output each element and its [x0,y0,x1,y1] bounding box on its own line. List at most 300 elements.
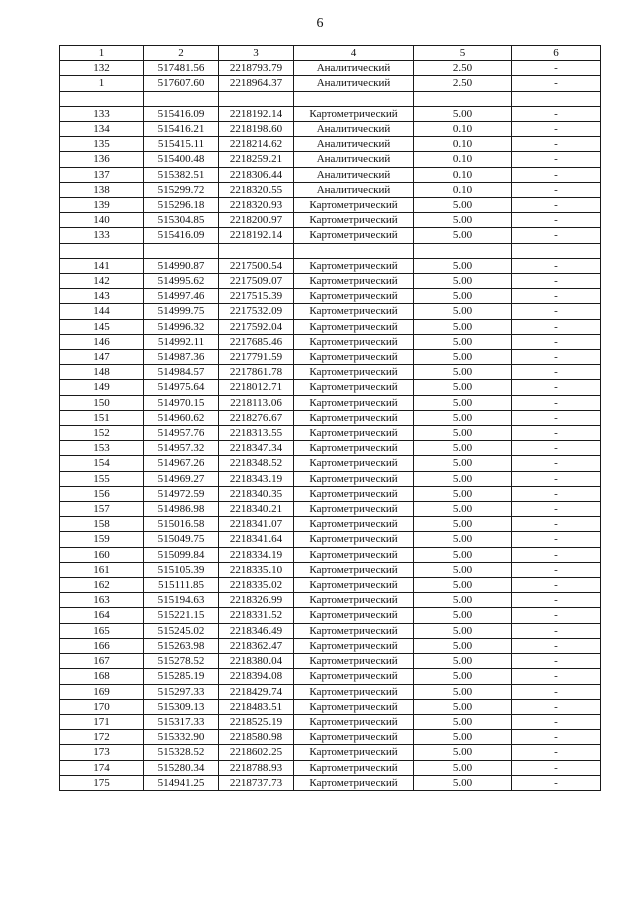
point-number-cell: 140 [60,213,144,228]
y-coordinate-cell: 2218525.19 [219,714,294,729]
method-cell: Картометрический [294,684,414,699]
accuracy-cell: 5.00 [414,532,512,547]
accuracy-cell: 5.00 [414,669,512,684]
method-cell: Картометрический [294,106,414,121]
table-row [60,426,601,441]
point-number-cell: 135 [60,137,144,152]
table-row [60,593,601,608]
separator-row [60,243,601,258]
y-coordinate-cell: 2218348.52 [219,456,294,471]
accuracy-cell: 5.00 [414,623,512,638]
note-cell: - [512,623,601,638]
x-coordinate-cell: 515297.33 [144,684,219,699]
x-coordinate-cell: 514967.26 [144,456,219,471]
method-cell: Картометрический [294,562,414,577]
method-cell: Картометрический [294,578,414,593]
y-coordinate-cell: 2218335.02 [219,578,294,593]
x-coordinate-cell [144,91,219,106]
accuracy-cell: 5.00 [414,350,512,365]
y-coordinate-cell: 2218394.08 [219,669,294,684]
accuracy-cell: 5.00 [414,365,512,380]
y-coordinate-cell: 2218483.51 [219,699,294,714]
point-number-cell: 159 [60,532,144,547]
method-cell: Картометрический [294,623,414,638]
y-coordinate-cell: 2218335.10 [219,562,294,577]
method-cell: Картометрический [294,730,414,745]
table-row [60,486,601,501]
method-cell: Картометрический [294,608,414,623]
accuracy-cell: 5.00 [414,304,512,319]
x-coordinate-cell: 515111.85 [144,578,219,593]
accuracy-cell: 5.00 [414,198,512,213]
y-coordinate-cell: 2218580.98 [219,730,294,745]
table-row [60,76,601,91]
accuracy-cell: 5.00 [414,395,512,410]
accuracy-cell: 5.00 [414,486,512,501]
accuracy-cell: 5.00 [414,426,512,441]
x-coordinate-cell: 514972.59 [144,486,219,501]
y-coordinate-cell: 2218326.99 [219,593,294,608]
accuracy-cell: 0.10 [414,152,512,167]
table-row [60,608,601,623]
method-cell: Картометрический [294,714,414,729]
method-cell: Аналитический [294,152,414,167]
table-row [60,760,601,775]
point-number-cell: 134 [60,122,144,137]
point-number-cell: 155 [60,471,144,486]
table-row [60,623,601,638]
y-coordinate-cell: 2218340.21 [219,502,294,517]
accuracy-cell: 5.00 [414,441,512,456]
accuracy-cell: 5.00 [414,608,512,623]
column-header: 1 [60,46,144,61]
point-number-cell: 142 [60,274,144,289]
x-coordinate-cell: 515221.15 [144,608,219,623]
note-cell: - [512,547,601,562]
separator-row [60,91,601,106]
table-row [60,152,601,167]
x-coordinate-cell: 515299.72 [144,182,219,197]
note-cell: - [512,395,601,410]
note-cell: - [512,486,601,501]
table-row [60,319,601,334]
point-number-cell: 145 [60,319,144,334]
x-coordinate-cell: 514996.32 [144,319,219,334]
table-row [60,289,601,304]
note-cell: - [512,760,601,775]
method-cell: Картометрический [294,547,414,562]
x-coordinate-cell: 517607.60 [144,76,219,91]
y-coordinate-cell: 2218346.49 [219,623,294,638]
page-number: 6 [316,16,324,31]
x-coordinate-cell: 515105.39 [144,562,219,577]
column-header: 4 [294,46,414,61]
x-coordinate-cell: 515194.63 [144,593,219,608]
point-number-cell: 147 [60,350,144,365]
table-row [60,61,601,76]
method-cell: Картометрический [294,471,414,486]
point-number-cell: 160 [60,547,144,562]
x-coordinate-cell: 515317.33 [144,714,219,729]
note-cell: - [512,593,601,608]
point-number-cell: 141 [60,258,144,273]
coordinates-table [59,45,601,791]
note-cell: - [512,289,601,304]
method-cell: Картометрический [294,319,414,334]
table-row [60,441,601,456]
accuracy-cell: 5.00 [414,593,512,608]
table-row [60,745,601,760]
note-cell: - [512,502,601,517]
point-number-cell: 1 [60,76,144,91]
point-number-cell: 152 [60,426,144,441]
method-cell: Картометрический [294,289,414,304]
method-cell: Картометрический [294,304,414,319]
note-cell: - [512,380,601,395]
point-number-cell: 163 [60,593,144,608]
note-cell: - [512,426,601,441]
accuracy-cell: 0.10 [414,182,512,197]
note-cell: - [512,198,601,213]
point-number-cell: 172 [60,730,144,745]
method-cell: Картометрический [294,441,414,456]
y-coordinate-cell: 2217685.46 [219,334,294,349]
point-number-cell: 164 [60,608,144,623]
x-coordinate-cell: 515332.90 [144,730,219,745]
note-cell: - [512,213,601,228]
x-coordinate-cell: 515309.13 [144,699,219,714]
point-number-cell: 171 [60,714,144,729]
note-cell: - [512,122,601,137]
method-cell [294,91,414,106]
y-coordinate-cell: 2218788.93 [219,760,294,775]
method-cell: Картометрический [294,517,414,532]
y-coordinate-cell: 2218429.74 [219,684,294,699]
method-cell: Картометрический [294,395,414,410]
note-cell: - [512,745,601,760]
method-cell: Картометрический [294,775,414,790]
table-row [60,380,601,395]
point-number-cell: 161 [60,562,144,577]
point-number-cell: 153 [60,441,144,456]
accuracy-cell: 5.00 [414,410,512,425]
table-row [60,258,601,273]
x-coordinate-cell: 514960.62 [144,410,219,425]
method-cell: Картометрический [294,699,414,714]
table-row [60,532,601,547]
x-coordinate-cell: 514987.36 [144,350,219,365]
point-number-cell: 138 [60,182,144,197]
table-row [60,350,601,365]
x-coordinate-cell: 515099.84 [144,547,219,562]
y-coordinate-cell: 2218320.93 [219,198,294,213]
x-coordinate-cell: 515400.48 [144,152,219,167]
y-coordinate-cell: 2217532.09 [219,304,294,319]
x-coordinate-cell: 515416.09 [144,106,219,121]
point-number-cell: 156 [60,486,144,501]
accuracy-cell: 5.00 [414,562,512,577]
note-cell: - [512,562,601,577]
table-row [60,395,601,410]
table-row [60,137,601,152]
table-header-row [60,46,601,61]
y-coordinate-cell: 2217515.39 [219,289,294,304]
table-row [60,456,601,471]
accuracy-cell: 5.00 [414,334,512,349]
table-row [60,106,601,121]
table-row [60,213,601,228]
method-cell: Аналитический [294,167,414,182]
accuracy-cell: 5.00 [414,775,512,790]
y-coordinate-cell: 2218313.55 [219,426,294,441]
method-cell: Картометрический [294,274,414,289]
table-row [60,410,601,425]
x-coordinate-cell: 515296.18 [144,198,219,213]
note-cell: - [512,182,601,197]
note-cell: - [512,684,601,699]
note-cell: - [512,775,601,790]
accuracy-cell: 2.50 [414,76,512,91]
table-row [60,654,601,669]
note-cell: - [512,730,601,745]
point-number-cell: 150 [60,395,144,410]
point-number-cell: 137 [60,167,144,182]
accuracy-cell: 0.10 [414,137,512,152]
y-coordinate-cell: 2218341.07 [219,517,294,532]
accuracy-cell: 5.00 [414,654,512,669]
accuracy-cell: 5.00 [414,274,512,289]
note-cell: - [512,152,601,167]
accuracy-cell: 5.00 [414,547,512,562]
y-coordinate-cell: 2218276.67 [219,410,294,425]
method-cell: Картометрический [294,654,414,669]
x-coordinate-cell: 515263.98 [144,638,219,653]
point-number-cell: 143 [60,289,144,304]
y-coordinate-cell: 2218192.14 [219,228,294,243]
y-coordinate-cell: 2218198.60 [219,122,294,137]
table-row [60,471,601,486]
y-coordinate-cell: 2218362.47 [219,638,294,653]
note-cell: - [512,638,601,653]
accuracy-cell: 0.10 [414,167,512,182]
accuracy-cell: 0.10 [414,122,512,137]
x-coordinate-cell: 515049.75 [144,532,219,547]
note-cell: - [512,350,601,365]
method-cell: Картометрический [294,350,414,365]
point-number-cell: 149 [60,380,144,395]
accuracy-cell: 5.00 [414,380,512,395]
note-cell: - [512,274,601,289]
accuracy-cell: 5.00 [414,502,512,517]
y-coordinate-cell: 2218343.19 [219,471,294,486]
table-row [60,365,601,380]
column-header: 6 [512,46,601,61]
note-cell: - [512,608,601,623]
x-coordinate-cell: 514957.32 [144,441,219,456]
method-cell: Аналитический [294,61,414,76]
table-row [60,699,601,714]
point-number-cell: 162 [60,578,144,593]
accuracy-cell: 5.00 [414,471,512,486]
accuracy-cell: 5.00 [414,638,512,653]
point-number-cell: 154 [60,456,144,471]
table-row [60,578,601,593]
accuracy-cell: 5.00 [414,258,512,273]
x-coordinate-cell: 515278.52 [144,654,219,669]
point-number-cell: 144 [60,304,144,319]
note-cell: - [512,699,601,714]
accuracy-cell: 5.00 [414,684,512,699]
table-row [60,304,601,319]
point-number-cell: 139 [60,198,144,213]
method-cell: Картометрический [294,228,414,243]
method-cell: Картометрический [294,410,414,425]
x-coordinate-cell: 514969.27 [144,471,219,486]
point-number-cell: 132 [60,61,144,76]
method-cell: Картометрический [294,426,414,441]
accuracy-cell: 2.50 [414,61,512,76]
y-coordinate-cell: 2218192.14 [219,106,294,121]
y-coordinate-cell: 2218306.44 [219,167,294,182]
x-coordinate-cell: 515416.21 [144,122,219,137]
y-coordinate-cell [219,243,294,258]
table-row [60,122,601,137]
accuracy-cell: 5.00 [414,456,512,471]
method-cell: Картометрический [294,486,414,501]
method-cell: Аналитический [294,137,414,152]
note-cell: - [512,669,601,684]
y-coordinate-cell: 2217500.54 [219,258,294,273]
y-coordinate-cell: 2218214.62 [219,137,294,152]
method-cell: Картометрический [294,334,414,349]
y-coordinate-cell: 2218200.97 [219,213,294,228]
point-number-cell: 136 [60,152,144,167]
note-cell: - [512,471,601,486]
x-coordinate-cell: 515328.52 [144,745,219,760]
table-row [60,228,601,243]
x-coordinate-cell: 515280.34 [144,760,219,775]
method-cell: Картометрический [294,380,414,395]
method-cell: Картометрический [294,258,414,273]
note-cell: - [512,319,601,334]
method-cell: Картометрический [294,669,414,684]
method-cell: Картометрический [294,532,414,547]
table-row [60,775,601,790]
y-coordinate-cell: 2218347.34 [219,441,294,456]
point-number-cell: 151 [60,410,144,425]
point-number-cell: 167 [60,654,144,669]
note-cell: - [512,456,601,471]
x-coordinate-cell: 514984.57 [144,365,219,380]
table-row [60,274,601,289]
method-cell: Аналитический [294,122,414,137]
note-cell: - [512,61,601,76]
method-cell: Картометрический [294,638,414,653]
y-coordinate-cell: 2218340.35 [219,486,294,501]
x-coordinate-cell: 514992.11 [144,334,219,349]
note-cell: - [512,334,601,349]
table-row [60,684,601,699]
y-coordinate-cell: 2218964.37 [219,76,294,91]
note-cell: - [512,714,601,729]
accuracy-cell: 5.00 [414,578,512,593]
note-cell: - [512,441,601,456]
point-number-cell: 174 [60,760,144,775]
table-row [60,547,601,562]
x-coordinate-cell: 515016.58 [144,517,219,532]
y-coordinate-cell: 2217509.07 [219,274,294,289]
point-number-cell: 133 [60,106,144,121]
x-coordinate-cell: 515285.19 [144,669,219,684]
method-cell [294,243,414,258]
accuracy-cell: 5.00 [414,745,512,760]
x-coordinate-cell [144,243,219,258]
method-cell: Картометрический [294,213,414,228]
x-coordinate-cell: 514941.25 [144,775,219,790]
y-coordinate-cell: 2218331.52 [219,608,294,623]
x-coordinate-cell: 514999.75 [144,304,219,319]
method-cell: Картометрический [294,745,414,760]
accuracy-cell: 5.00 [414,319,512,334]
y-coordinate-cell: 2217592.04 [219,319,294,334]
accuracy-cell: 5.00 [414,213,512,228]
method-cell: Картометрический [294,760,414,775]
x-coordinate-cell: 514975.64 [144,380,219,395]
y-coordinate-cell: 2218259.21 [219,152,294,167]
note-cell: - [512,365,601,380]
note-cell: - [512,654,601,669]
note-cell: - [512,228,601,243]
point-number-cell [60,91,144,106]
x-coordinate-cell: 514990.87 [144,258,219,273]
point-number-cell: 166 [60,638,144,653]
x-coordinate-cell: 514995.62 [144,274,219,289]
y-coordinate-cell [219,91,294,106]
x-coordinate-cell: 515304.85 [144,213,219,228]
x-coordinate-cell: 515415.11 [144,137,219,152]
point-number-cell: 169 [60,684,144,699]
x-coordinate-cell: 514970.15 [144,395,219,410]
x-coordinate-cell: 517481.56 [144,61,219,76]
method-cell: Картометрический [294,502,414,517]
y-coordinate-cell: 2218320.55 [219,182,294,197]
accuracy-cell: 5.00 [414,106,512,121]
y-coordinate-cell: 2218380.04 [219,654,294,669]
x-coordinate-cell: 515382.51 [144,167,219,182]
table-row [60,714,601,729]
note-cell: - [512,137,601,152]
y-coordinate-cell: 2218793.79 [219,61,294,76]
note-cell: - [512,578,601,593]
accuracy-cell [414,243,512,258]
note-cell: - [512,517,601,532]
point-number-cell: 133 [60,228,144,243]
point-number-cell: 146 [60,334,144,349]
y-coordinate-cell: 2217861.78 [219,365,294,380]
method-cell: Картометрический [294,198,414,213]
note-cell: - [512,106,601,121]
x-coordinate-cell: 514957.76 [144,426,219,441]
y-coordinate-cell: 2218012.71 [219,380,294,395]
x-coordinate-cell: 515416.09 [144,228,219,243]
y-coordinate-cell: 2218113.06 [219,395,294,410]
column-header: 2 [144,46,219,61]
method-cell: Аналитический [294,182,414,197]
point-number-cell: 170 [60,699,144,714]
table-row [60,730,601,745]
point-number-cell: 168 [60,669,144,684]
table-row [60,517,601,532]
